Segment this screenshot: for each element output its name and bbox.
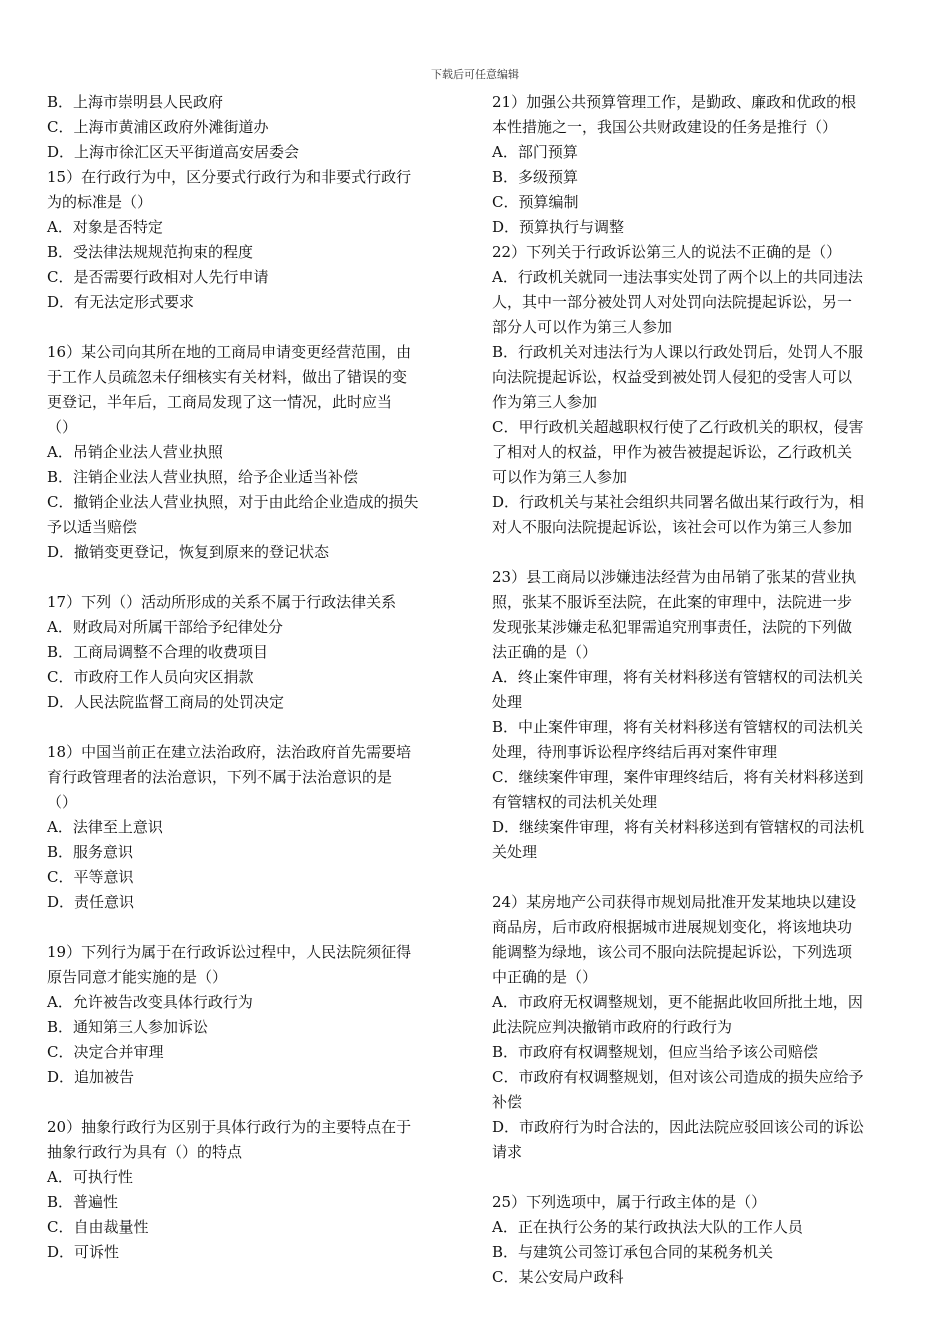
- question-text-line: 25）下列选项中，属于行政主体的是（）: [492, 1193, 767, 1211]
- answer-option: C．决定合并审理: [47, 1043, 164, 1061]
- question-text-line: 部分人可以作为第三人参加: [492, 318, 673, 336]
- answer-option: A．可执行性: [47, 1168, 133, 1186]
- question-block: [492, 90, 906, 240]
- answer-option: C．市政府有权调整规划，但对该公司造成的损失应给予: [492, 1068, 864, 1086]
- answer-option: B．受法律法规规范拘束的程度: [47, 243, 254, 261]
- right-column: [492, 90, 906, 1290]
- question-block: [47, 590, 459, 715]
- question-text-line: 本性措施之一，我国公共财政建设的任务是推行（）: [492, 118, 838, 136]
- answer-option: A．正在执行公务的某行政执法大队的工作人员: [492, 1218, 803, 1236]
- left-column: [47, 90, 459, 1265]
- question-text-line: 能调整为绿地，该公司不服向法院提起诉讼，下列选项: [492, 943, 853, 961]
- answer-option: B．行政机关对违法行为人课以行政处罚后，处罚人不服: [492, 343, 864, 361]
- answer-option: A．行政机关就同一违法事实处罚了两个以上的共同违法: [492, 268, 863, 286]
- answer-option: A．终止案件审理，将有关材料移送有管辖权的司法机关: [492, 668, 863, 686]
- question-text-line: 向法院提起诉讼，权益受到被处罚人侵犯的受害人可以: [492, 368, 853, 386]
- answer-option: A．吊销企业法人营业执照: [47, 443, 223, 461]
- question-text-line: 20）抽象行政行为区别于具体行政行为的主要特点在于: [47, 1118, 412, 1136]
- answer-option: C．上海市黄浦区政府外滩街道办: [47, 118, 269, 136]
- question-text-line: （）: [47, 418, 78, 436]
- question-block: [47, 940, 459, 1090]
- question-block: [492, 240, 906, 540]
- answer-option: B．注销企业法人营业执照，给予企业适当补偿: [47, 468, 359, 486]
- question-text-line: 19）下列行为属于在行政诉讼过程中，人民法院须征得: [47, 943, 412, 961]
- question-text-line: 21）加强公共预算管理工作，是勤政、廉政和优政的根: [492, 93, 857, 111]
- question-text-line: 商品房，后市政府根据城市进展规划变化，将该地块功: [492, 918, 853, 936]
- answer-option: C．某公安局户政科: [492, 1268, 624, 1286]
- question-text-line: 16）某公司向其所在地的工商局申请变更经营范围，由: [47, 343, 412, 361]
- answer-option: A．法律至上意识: [47, 818, 163, 836]
- answer-option: D．继续案件审理，将有关材料移送到有管辖权的司法机: [492, 818, 865, 836]
- question-text-line: 人，其中一部分被处罚人对处罚向法院提起诉讼，另一: [492, 293, 853, 311]
- question-text-line: （）: [47, 793, 78, 811]
- answer-option: A．财政局对所属干部给予纪律处分: [47, 618, 283, 636]
- answer-option: C．市政府工作人员向灾区捐款: [47, 668, 254, 686]
- answer-option: D．撤销变更登记，恢复到原来的登记状态: [47, 543, 330, 561]
- question-block: [47, 165, 459, 315]
- answer-option: B．市政府有权调整规划，但应当给予该公司赔偿: [492, 1043, 819, 1061]
- question-text-line: 了相对人的权益，甲作为被告被提起诉讼，乙行政机关: [492, 443, 853, 461]
- question-text-line: 补偿: [492, 1093, 523, 1111]
- question-block: [492, 890, 906, 1165]
- question-text-line: 可以作为第三人参加: [492, 468, 628, 486]
- question-text-line: 作为第三人参加: [492, 393, 598, 411]
- question-text-line: 23）县工商局以涉嫌违法经营为由吊销了张某的营业执: [492, 568, 857, 586]
- question-text-line: 处理: [492, 693, 523, 711]
- answer-option: B．中止案件审理，将有关材料移送有管辖权的司法机关: [492, 718, 864, 736]
- question-text-line: 对人不服向法院提起诉讼，该社会可以作为第三人参加: [492, 518, 853, 536]
- answer-option: D．预算执行与调整: [492, 218, 625, 236]
- answer-option: B．上海市崇明县人民政府: [47, 93, 224, 111]
- answer-option: C．甲行政机关超越职权行使了乙行政机关的职权，侵害: [492, 418, 864, 436]
- question-text-line: 更登记，半年后，工商局发现了这一情况，此时应当: [47, 393, 393, 411]
- question-text-line: 22）下列关于行政诉讼第三人的说法不正确的是（）: [492, 243, 842, 261]
- question-block: [47, 1115, 459, 1265]
- question-text-line: 照，张某不服诉至法院，在此案的审理中，法院进一步: [492, 593, 853, 611]
- question-text-line: 发现张某涉嫌走私犯罪需追究刑事责任，法院的下列做: [492, 618, 853, 636]
- answer-option: C．平等意识: [47, 868, 134, 886]
- question-text-line: 18）中国当前正在建立法治政府，法治政府首先需要培: [47, 743, 412, 761]
- question-block: [47, 90, 459, 165]
- answer-option: C．是否需要行政相对人先行申请: [47, 268, 269, 286]
- answer-option: D．市政府行为时合法的，因此法院应驳回该公司的诉讼: [492, 1118, 865, 1136]
- answer-option: B．服务意识: [47, 843, 134, 861]
- answer-option: D．上海市徐汇区天平街道高安居委会: [47, 143, 300, 161]
- question-text-line: 于工作人员疏忽未仔细核实有关材料，做出了错误的变: [47, 368, 408, 386]
- answer-option: D．追加被告: [47, 1068, 135, 1086]
- answer-option: B．普遍性: [47, 1193, 119, 1211]
- answer-option: B．与建筑公司签订承包合同的某税务机关: [492, 1243, 774, 1261]
- question-text-line: 中正确的是（）: [492, 968, 598, 986]
- question-text-line: 处理，待刑事诉讼程序终结后再对案件审理: [492, 743, 778, 761]
- question-text-line: 有管辖权的司法机关处理: [492, 793, 658, 811]
- question-text-line: 15）在行政行为中，区分要式行政行为和非要式行政行: [47, 168, 412, 186]
- question-block: [47, 340, 459, 565]
- answer-option: C．预算编制: [492, 193, 579, 211]
- answer-option: D．可诉性: [47, 1243, 120, 1261]
- question-text-line: 请求: [492, 1143, 523, 1161]
- answer-option: A．部门预算: [492, 143, 578, 161]
- question-text-line: 育行政管理者的法治意识，下列不属于法治意识的是: [47, 768, 393, 786]
- question-text-line: 抽象行政行为具有（）的特点: [47, 1143, 243, 1161]
- answer-option: B．通知第三人参加诉讼: [47, 1018, 209, 1036]
- question-block: [492, 1190, 906, 1290]
- question-text-line: 为的标准是（）: [47, 193, 153, 211]
- answer-option: D．人民法院监督工商局的处罚决定: [47, 693, 285, 711]
- answer-option: D．责任意识: [47, 893, 135, 911]
- question-block: [47, 740, 459, 915]
- answer-option: C．继续案件审理，案件审理终结后，将有关材料移送到: [492, 768, 864, 786]
- answer-option: A．允许被告改变具体行政行为: [47, 993, 253, 1011]
- answer-option: A．对象是否特定: [47, 218, 163, 236]
- answer-option: C．撤销企业法人营业执照，对于由此给企业造成的损失: [47, 493, 419, 511]
- answer-option: D．有无法定形式要求: [47, 293, 195, 311]
- question-text-line: 原告同意才能实施的是（）: [47, 968, 228, 986]
- question-text-line: 法正确的是（）: [492, 643, 598, 661]
- question-text-line: 24）某房地产公司获得市规划局批准开发某地块以建设: [492, 893, 857, 911]
- answer-option: A．市政府无权调整规划，更不能据此收回所批土地，因: [492, 993, 863, 1011]
- question-text-line: 此法院应判决撤销市政府的行政行为: [492, 1018, 733, 1036]
- answer-option: D．行政机关与某社会组织共同署名做出某行政行为，相: [492, 493, 865, 511]
- question-text-line: 关处理: [492, 843, 538, 861]
- page-header: 下载后可任意编辑: [431, 68, 519, 81]
- question-block: [492, 565, 906, 865]
- answer-option: B．多级预算: [492, 168, 579, 186]
- answer-option: C．自由裁量性: [47, 1218, 149, 1236]
- question-text-line: 17）下列（）活动所形成的关系不属于行政法律关系: [47, 593, 397, 611]
- answer-option: B．工商局调整不合理的收费项目: [47, 643, 269, 661]
- question-text-line: 予以适当赔偿: [47, 518, 138, 536]
